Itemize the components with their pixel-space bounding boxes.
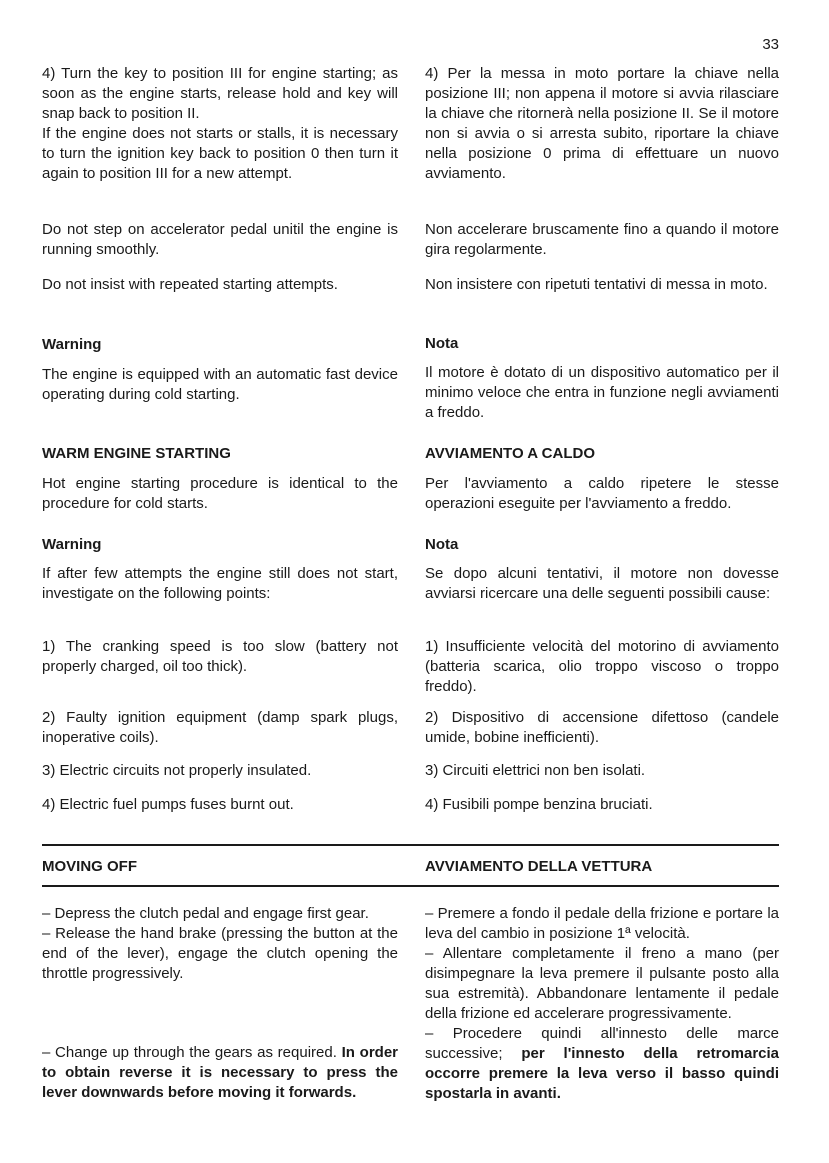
it-warm-text: Per l'avviamento a caldo ripetere le stesse operazioni eseguite per l'avviamento a freddo. bbox=[425, 475, 779, 512]
en-step4-retry: If the engine does not starts or stalls, it is necessary to turn the ignition key back to position 0 then turn it again to position III for a new attempt. bbox=[42, 125, 398, 182]
it-nota2-text: Se dopo alcuni tentativi, il motore non dovesse avviarsi ricercare una delle seguenti possibili cause: bbox=[425, 565, 779, 602]
it-step4: 4) Per la messa in moto portare la chiave nella posizione III; non appena il motore si avvia rilasciare la chiave che ritornerà nella posizione II. Se il motore non si avvia o si arresta subito, riportare la chiave nella posizione 0 prima di effettuare un nuovo avviamento. bbox=[425, 65, 779, 182]
en-warning1-title: Warning bbox=[42, 336, 102, 353]
it-nota1-text: Il motore è dotato di un dispositivo automatico per il minimo veloce che entra in funzione negli avviamenti a freddo. bbox=[425, 364, 779, 421]
it-reverse-instruction: per l'innesto della retromarcia occorre premere la leva verso il basso quindi spostarla in avanti. bbox=[425, 1045, 780, 1102]
it-accelerator-note: Non accelerare bruscamente fino a quando il motore gira regolarmente. bbox=[425, 221, 779, 258]
en-moving-step2: – Release the hand brake (pressing the button at the end of the lever), engage the clutch opening the throttle progressively. bbox=[42, 925, 398, 982]
en-warm-title: WARM ENGINE STARTING bbox=[42, 445, 231, 462]
it-moving-step2: – Allentare completamente il freno a mano (per disimpegnare la leva premere il pulsante posto alla sua estremità). Abbandonare lentamente il pedale della frizione ed accelerare progressivamente. bbox=[425, 945, 779, 1022]
it-point3: 3) Circuiti elettrici non ben isolati. bbox=[425, 762, 646, 779]
it-insist-note: Non insistere con ripetuti tentativi di messa in moto. bbox=[425, 276, 768, 293]
en-step4-text: 4) Turn the key to position III for engine starting; as soon as the engine starts, release hold and key will snap back to position II. bbox=[42, 65, 398, 122]
it-point1: 1) Insufficiente velocità del motorino di avviamento (batteria scarica, olio troppo viscoso o troppo freddo). bbox=[425, 638, 779, 695]
en-warning1-text: The engine is equipped with an automatic fast device operating during cold starting. bbox=[42, 366, 398, 403]
section-bottom-rule bbox=[42, 885, 779, 887]
en-point3: 3) Electric circuits not properly insulated. bbox=[42, 762, 312, 779]
it-moving-steps bbox=[425, 904, 779, 1104]
it-point2: 2) Dispositivo di accensione difettoso (candele umide, bobine inefficienti). bbox=[425, 709, 779, 746]
en-moving-title: MOVING OFF bbox=[42, 858, 137, 875]
en-insist-note: Do not insist with repeated starting attempts. bbox=[42, 276, 338, 293]
en-point2: 2) Faulty ignition equipment (damp spark plugs, inoperative coils). bbox=[42, 709, 398, 746]
en-moving-step3-text: – Change up through the gears as required. bbox=[42, 1044, 337, 1061]
en-warning2-text: If after few attempts the engine still does not start, investigate on the following points: bbox=[42, 565, 398, 602]
en-point4: 4) Electric fuel pumps fuses burnt out. bbox=[42, 796, 294, 813]
it-moving-title: AVVIAMENTO DELLA VETTURA bbox=[425, 858, 653, 875]
en-warning2-title: Warning bbox=[42, 536, 102, 553]
en-accelerator-note: Do not step on accelerator pedal unitil the engine is running smoothly. bbox=[42, 221, 398, 258]
it-warm-title: AVVIAMENTO A CALDO bbox=[425, 445, 596, 462]
page-number: 33 bbox=[762, 36, 779, 53]
en-reverse-instruction: In order to obtain reverse it is necessary to press the lever downwards before moving it forwards. bbox=[42, 1044, 398, 1101]
en-moving-steps bbox=[42, 904, 398, 984]
en-point1: 1) The cranking speed is too slow (battery not properly charged, oil too thick). bbox=[42, 638, 398, 675]
it-moving-step1: – Premere a fondo il pedale della frizione e portare la leva del cambio in posizione 1ª velocità. bbox=[425, 905, 779, 942]
it-nota1-title: Nota bbox=[425, 335, 459, 352]
it-nota2-title: Nota bbox=[425, 536, 459, 553]
it-point4: 4) Fusibili pompe benzina bruciati. bbox=[425, 796, 653, 813]
section-top-rule bbox=[42, 844, 779, 846]
en-moving-step3 bbox=[42, 1043, 398, 1103]
it-moving-step3-text: – Procedere quindi all'innesto delle marce successive; bbox=[425, 1025, 779, 1062]
en-step4 bbox=[42, 64, 398, 184]
en-warm-text: Hot engine starting procedure is identical to the procedure for cold starts. bbox=[42, 475, 398, 512]
en-moving-step1: – Depress the clutch pedal and engage first gear. bbox=[42, 905, 369, 922]
